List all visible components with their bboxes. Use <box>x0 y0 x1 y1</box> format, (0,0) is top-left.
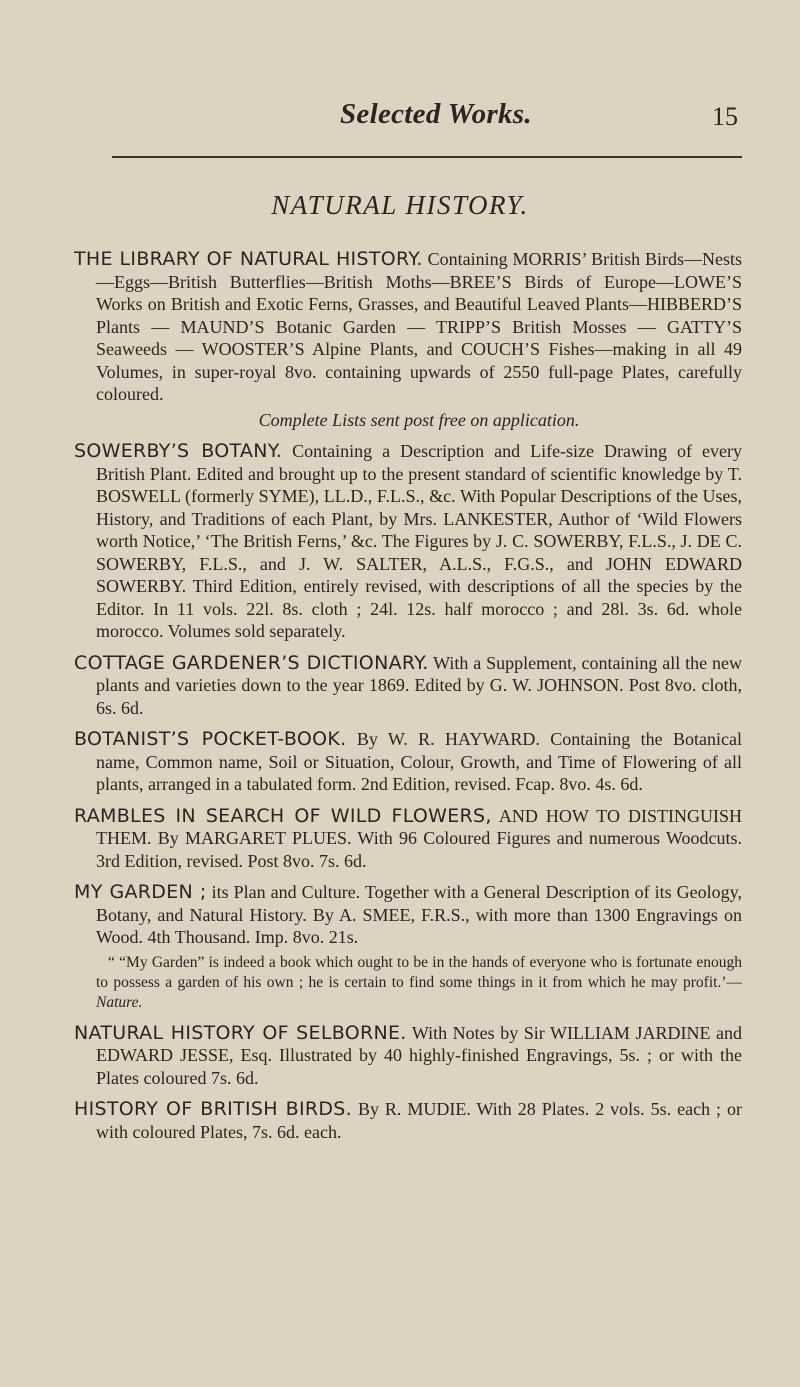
entry-heading: MY GARDEN ; <box>74 881 207 903</box>
entry-heading: BOTANIST’S POCKET-BOOK. <box>74 728 347 750</box>
header-rule <box>112 156 742 158</box>
running-title: Selected Works. <box>340 98 532 130</box>
entries-list <box>74 248 742 1152</box>
entry-heading: RAMBLES IN SEARCH OF WILD FLOWERS, <box>74 804 492 827</box>
page-number: 15 <box>712 102 738 131</box>
entry-natural-history-selborne <box>74 1022 742 1090</box>
entry-body: Containing a Description and Life-size Drawing of every British Plant. Edited and brought up to the present standard of scientific knowledge by T. BOSWELL (formerly SYME), LL.D., F.L.S., &c. With Popular Descriptions of the Uses, History, and Traditions of each Plant, by Mrs. LANKESTER, Author of ‘Wild Flowers worth Notice,’ ‘The British Ferns,’ &c. The Figures by J. C. SOWERBY, F.L.S., J. DE C. SOWERBY, F.L.S., and J. W. SALTER, A.L.S., F.G.S., and JOHN EDWARD SOWERBY. Third Edition, entirely revised, with descriptions of all the species by the Editor. In 11 vols. 22l. 8s. cloth ; 24l. 12s. half morocco ; and 28l. 3s. 6d. whole morocco. Volumes sold separately. <box>96 441 742 641</box>
entry-cottage-gardeners-dictionary <box>74 652 742 720</box>
entry-heading: SOWERBY’S BOTANY. <box>74 440 283 462</box>
entry-sowerbys-botany <box>74 440 742 643</box>
entry-botanists-pocket-book <box>74 728 742 796</box>
entry-my-garden <box>74 881 742 949</box>
section-title: NATURAL HISTORY. <box>271 190 529 220</box>
entry-body: its Plan and Culture. Together with a General Description of its Geology, Botany, and Natural History. By A. SMEE, F.R.S., with more than 1300 Engravings on Wood. 4th Thousand. Imp. 8vo. 21s. <box>96 882 742 947</box>
review-quote <box>96 953 742 1013</box>
entry-library-of-natural-history <box>74 248 742 431</box>
page-header <box>0 98 800 138</box>
quote-text: “ “My Garden” is indeed a book which ought to be in the hands of everyone who is fortunate enough to possess a garden of his own ; he is certain to find some things in it from which he may profit.’— <box>96 953 742 991</box>
entry-history-british-birds <box>74 1098 742 1143</box>
entry-note: Complete Lists sent post free on application. <box>258 409 580 430</box>
entry-heading: NATURAL HISTORY OF SELBORNE. <box>74 1021 407 1044</box>
entry-heading: HISTORY OF BRITISH BIRDS. <box>74 1098 352 1120</box>
entry-body: AND HOW TO DISTINGUISH THEM. By MARGARET PLUES. With 96 Coloured Figures and numerous Woodcuts. 3rd Edition, revised. Post 8vo. 7s. 6d. <box>96 805 743 871</box>
entry-body: Containing MORRIS’ British Birds—Nests—Eggs—British Butterflies—British Moths—BREE’S Birds of Europe—LOWE’S Works on British and Exotic Ferns, Grasses, and Beautiful Leaved Plants—HIBBERD’S Plants — MAUND’S Botanic Garden — TRIPP’S British Mosses — GATTY’S Seaweeds — WOOSTER’S Alpine Plants, and COUCH’S Fishes—making in all 49 Volumes, in super-royal 8vo. containing upwards of 2550 full-page Plates, carefully coloured. <box>96 249 742 404</box>
entry-body: By W. R. HAYWARD. Containing the Botanical name, Common name, Soil or Situation, Colour, Growth, and Time of Flowering of all plants, arranged in a tabulated form. 2nd Edition, revised. Fcap. 8vo. 4s. 6d. <box>96 729 742 794</box>
entry-body: With Notes by Sir WILLIAM JARDINE and EDWARD JESSE, Esq. Illustrated by 40 highly-finished Engravings, 5s. ; or with the Plates coloured 7s. 6d. <box>96 1022 742 1088</box>
entry-body: With a Supplement, containing all the new plants and varieties down to the year 1869. Edited by G. W. JOHNSON. Post 8vo. cloth, 6s. 6d. <box>96 652 742 718</box>
entry-heading: THE LIBRARY OF NATURAL HISTORY. <box>74 248 423 270</box>
entry-rambles-wild-flowers <box>74 805 742 873</box>
entry-body: By R. MUDIE. With 28 Plates. 2 vols. 5s. each ; or with coloured Plates, 7s. 6d. each. <box>96 1099 743 1142</box>
quote-source: Nature. <box>96 993 143 1011</box>
entry-heading: COTTAGE GARDENER’S DICTIONARY. <box>74 651 429 674</box>
